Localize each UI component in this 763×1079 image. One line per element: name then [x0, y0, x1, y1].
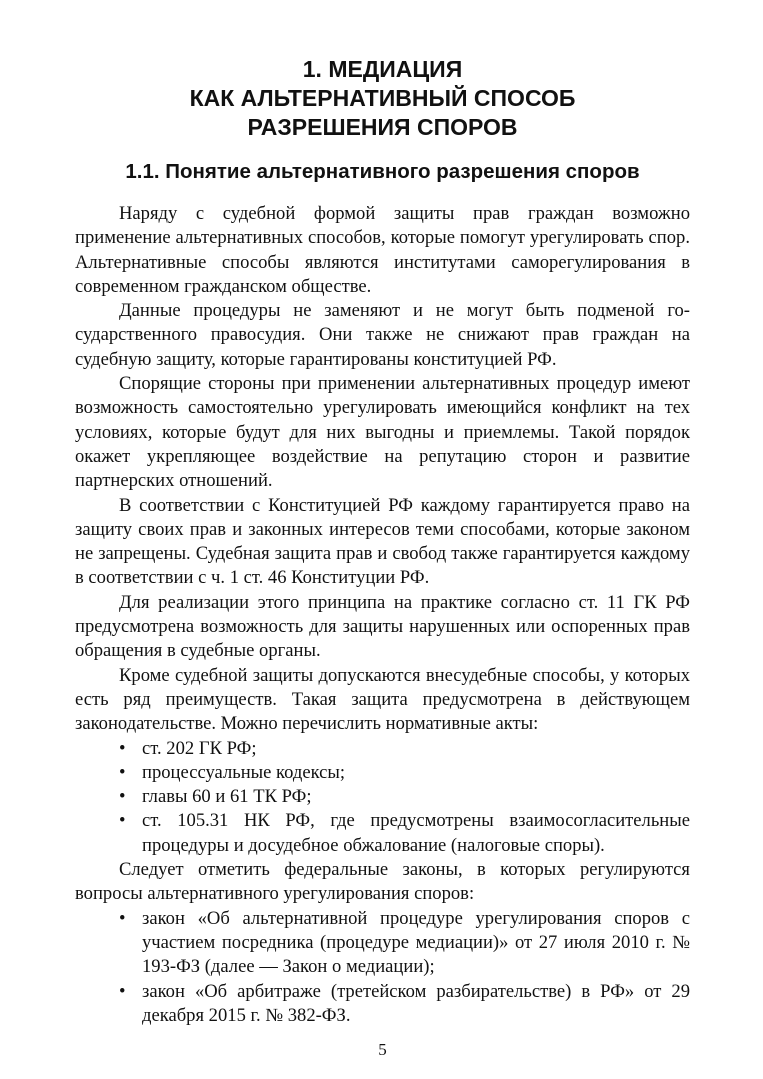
list-item-text: ст. 105.31 НК РФ, где предусмотрены взаимосогласительные процедуры и досудебное обжалование (налоговые споры). [142, 810, 690, 856]
page [75, 0, 690, 1079]
bullet-icon: • [119, 810, 126, 832]
paragraph: Для реализации этого принципа на практике согласно ст. 11 ГК РФ предусмотрена возможность для защиты нарушенных или оспоренных прав обращения в судебные органы. [75, 591, 690, 662]
list-item [75, 980, 690, 1029]
bullet-icon: • [119, 907, 126, 929]
paragraph: В соответствии с Конституцией РФ каждому гарантируется право на защиту своих прав и законных интересов теми способами, которые законом не запрещены. Судебная защита прав и свобод также гарантируется каждому в соответствии с ч. 1 ст. 46 Конституции РФ. [75, 494, 690, 589]
normative-acts-list [75, 737, 690, 858]
chapter-title [75, 55, 690, 142]
section-title: 1.1. Понятие альтернативного разрешения споров [125, 160, 640, 183]
paragraph: Данные процедуры не заменяют и не могут быть подменой государственного правосудия. Они также не снижают прав граждан на судебную защиту, которые гарантированы конституцией РФ. [75, 300, 690, 370]
body-text [75, 202, 690, 1028]
list-item [75, 761, 690, 785]
chapter-title-line-3: РАЗРЕШЕНИЯ СПОРОВ [247, 114, 518, 140]
list-item-text: закон «Об альтернативной процедуре урегулирования споров с участием посредника (процедуре медиации)» от 27 июля 2010 г. № 193-ФЗ (далее — Закон о медиации); [142, 907, 690, 978]
list-item [75, 809, 690, 858]
paragraph: Наряду с судебной формой защиты прав граждан возможно применение альтернативных способов, которые помогут урегулировать спор. Альтернативные способы являются институтами саморегулирования в современном гражданском обществе. [75, 203, 690, 297]
list-item-text: закон «Об арбитраже (третейском разбирательстве) в РФ» от 29 декабря 2015 г. № 382-ФЗ. [142, 980, 690, 1026]
list-item-text: ст. 202 ГК РФ; [142, 737, 257, 759]
page-number: 5 [378, 1040, 387, 1059]
bullet-icon: • [119, 737, 126, 759]
paragraph: Следует отметить федеральные законы, в которых регулируются вопросы альтернативного урегулирования споров: [75, 859, 690, 905]
paragraph: Спорящие стороны при применении альтернативных процедур имеют возможность самостоятельно урегулировать имеющийся конфликт на тех условиях, которые будут для них выгодны и приемлемы. Такой порядок окажет укрепляющее воздействие на репутацию сторон и развитие партнерских отношений. [75, 373, 690, 492]
list-item [75, 737, 690, 761]
chapter-title-line-2: КАК АЛЬТЕРНАТИВНЫЙ СПОСОБ [189, 85, 576, 111]
federal-laws-list [75, 907, 690, 1028]
list-item [75, 907, 690, 980]
bullet-icon: • [119, 980, 126, 1002]
bullet-icon: • [119, 786, 126, 808]
chapter-title-line-1: 1. МЕДИАЦИЯ [302, 56, 463, 82]
list-item-text: процессуальные кодексы; [142, 761, 346, 783]
list-item-text: главы 60 и 61 ТК РФ; [142, 786, 312, 808]
paragraph: Кроме судебной защиты допускаются внесудебные способы, у которых есть ряд преимуществ. Такая защита предусмотрена в действующем законодательстве. Можно перечислить нормативные акты: [75, 664, 690, 735]
bullet-icon: • [119, 761, 126, 783]
list-item [75, 785, 690, 809]
